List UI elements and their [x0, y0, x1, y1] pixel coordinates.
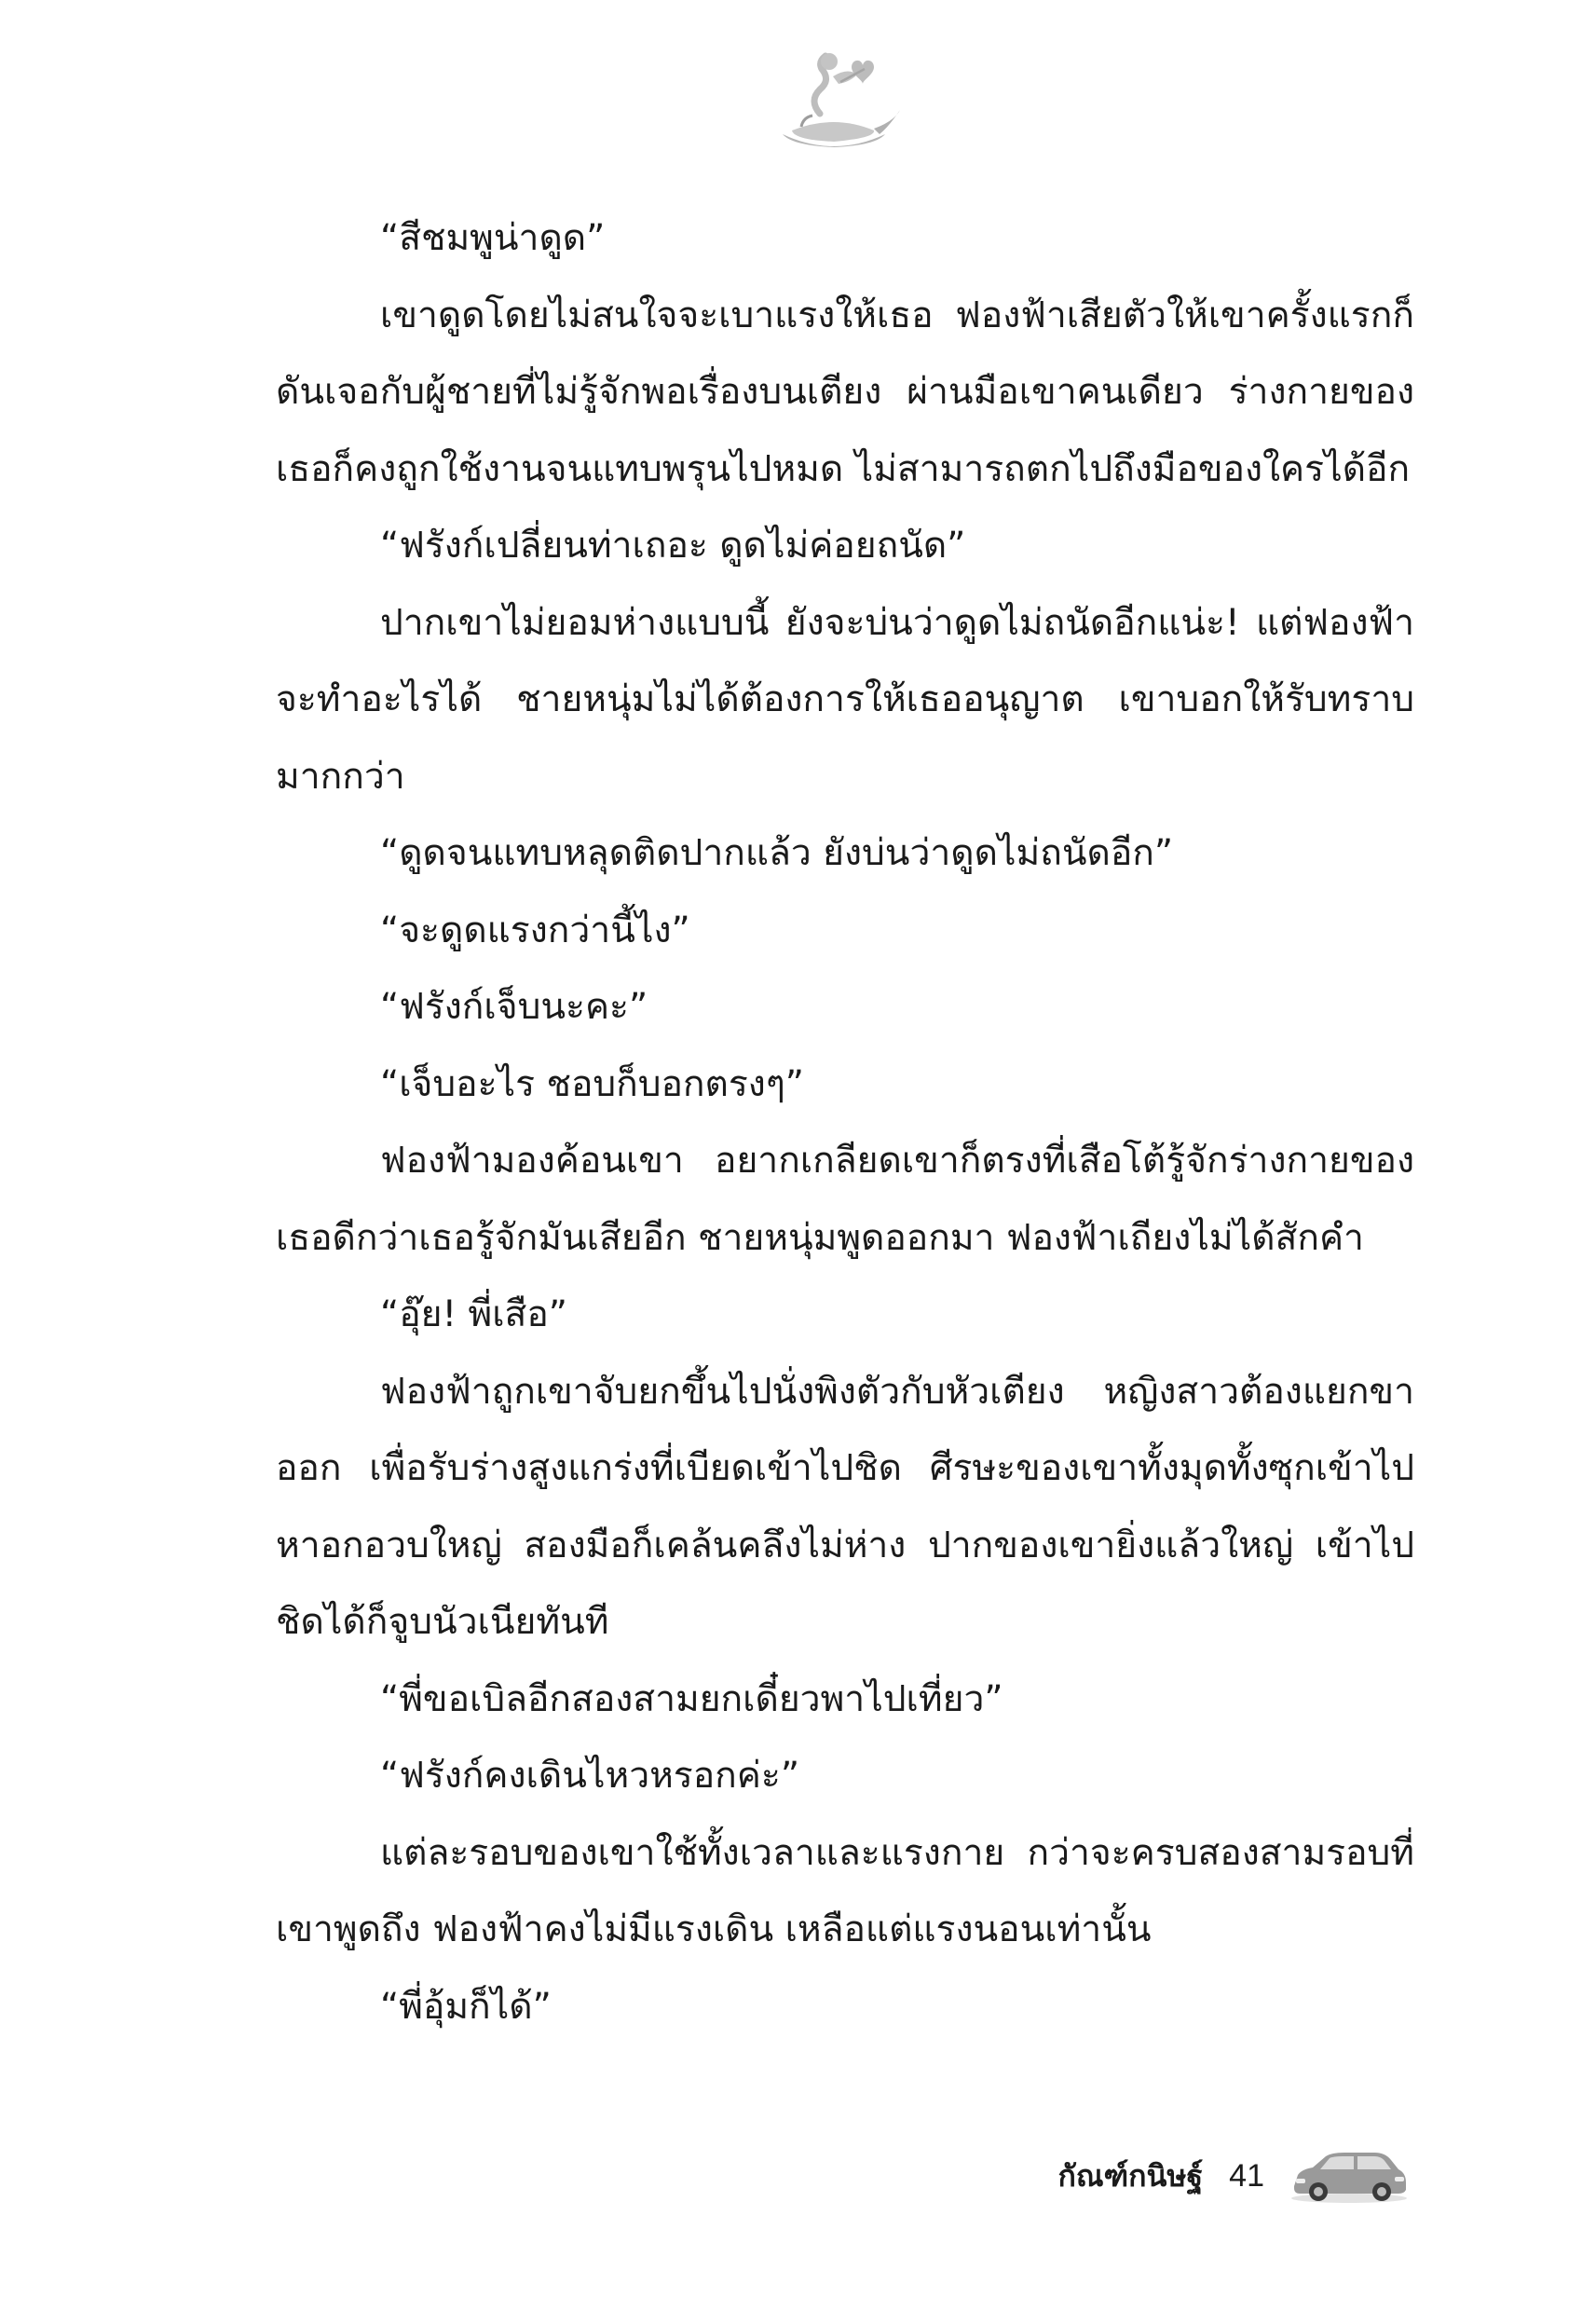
paragraph: “อุ๊ย! พี่เสือ” [380, 1293, 567, 1335]
paragraph: “ฟรังก์เจ็บนะคะ” [380, 986, 648, 1028]
paragraph: “ฟรังก์คงเดินไหวหรอกค่ะ” [380, 1755, 800, 1797]
paragraph: เขาดูดโดยไม่สนใจจะเบาแรงให้เธอ ฟองฟ้าเสียตัวให้เขาครั้งแรกก็ดันเจอกับผู้ชายที่ไม่รู้จักพอเรื่องบนเตียง ผ่านมือเขาคนเดียว ร่างกายของเธอก็คงถูกใช้งานจนแทบพรุนไปหมด ไม่สามารถตกไปถึงมือของใครได้อีก [276, 294, 1414, 490]
paragraph: “จะดูดแรงกว่านี้ไง” [380, 909, 690, 951]
paragraph: ฟองฟ้าถูกเขาจับยกขึ้นไปนั่งพิงตัวกับหัวเตียง หญิงสาวต้องแยกขาออก เพื่อรับร่างสูงแกร่งที่เบียดเข้าไปชิด ศีรษะของเขาทั้งมุดทั้งซุกเข้าไปหาอกอวบใหญ่ สองมือก็เคล้นคลึงไม่ห่าง ปากของเขายิ่งแล้วใหญ่ เข้าไปชิดได้ก็จูบนัวเนียทันที [276, 1370, 1414, 1643]
book-title: กัณฑ์กนิษฐ์ [1057, 2157, 1204, 2194]
paragraph: “สีชมพูน่าดูด” [380, 217, 606, 259]
paragraph: “พี่อุ้มก็ได้” [380, 1985, 552, 2028]
paragraph: ปากเขาไม่ยอมห่างแบบนี้ ยังจะบ่นว่าดูดไม่ถนัดอีกแน่ะ! แต่ฟองฟ้าจะทำอะไรได้ ชายหนุ่มไม่ได้ต้องการให้เธออนุญาต เขาบอกให้รับทราบมากกว่า [276, 601, 1414, 798]
car-icon [1289, 2147, 1410, 2205]
paragraph: ฟองฟ้ามองค้อนเขา อยากเกลียดเขาก็ตรงที่เสือโต้รู้จักร่างกายของเธอดีกว่าเธอรู้จักมันเสียอีก ชายหนุ่มพูดออกมา ฟองฟ้าเถียงไม่ได้สักคำ [276, 1140, 1414, 1259]
paragraph: “ดูดจนแทบหลุดติดปากแล้ว ยังบ่นว่าดูดไม่ถนัดอีก” [380, 832, 1174, 874]
paragraph: แต่ละรอบของเขาใช้ทั้งเวลาและแรงกาย กว่าจะครบสองสามรอบที่เขาพูดถึง ฟองฟ้าคงไม่มีแรงเดิน เหลือแต่แรงนอนเท่านั้น [276, 1831, 1414, 1950]
page-footer [1058, 2143, 1410, 2208]
page-number: 41 [1229, 2157, 1264, 2194]
story-text [276, 200, 1414, 2045]
paragraph: “ฟรังก์เปลี่ยนท่าเถอะ ดูดไม่ค่อยถนัด” [380, 525, 966, 567]
paragraph: “เจ็บอะไร ชอบก็บอกตรงๆ” [380, 1062, 804, 1105]
paragraph: “พี่ขอเบิลอีกสองสามยกเดี๋ยวพาไปเที่ยว” [380, 1677, 1003, 1720]
genie-lamp-cupid-icon [764, 48, 904, 160]
